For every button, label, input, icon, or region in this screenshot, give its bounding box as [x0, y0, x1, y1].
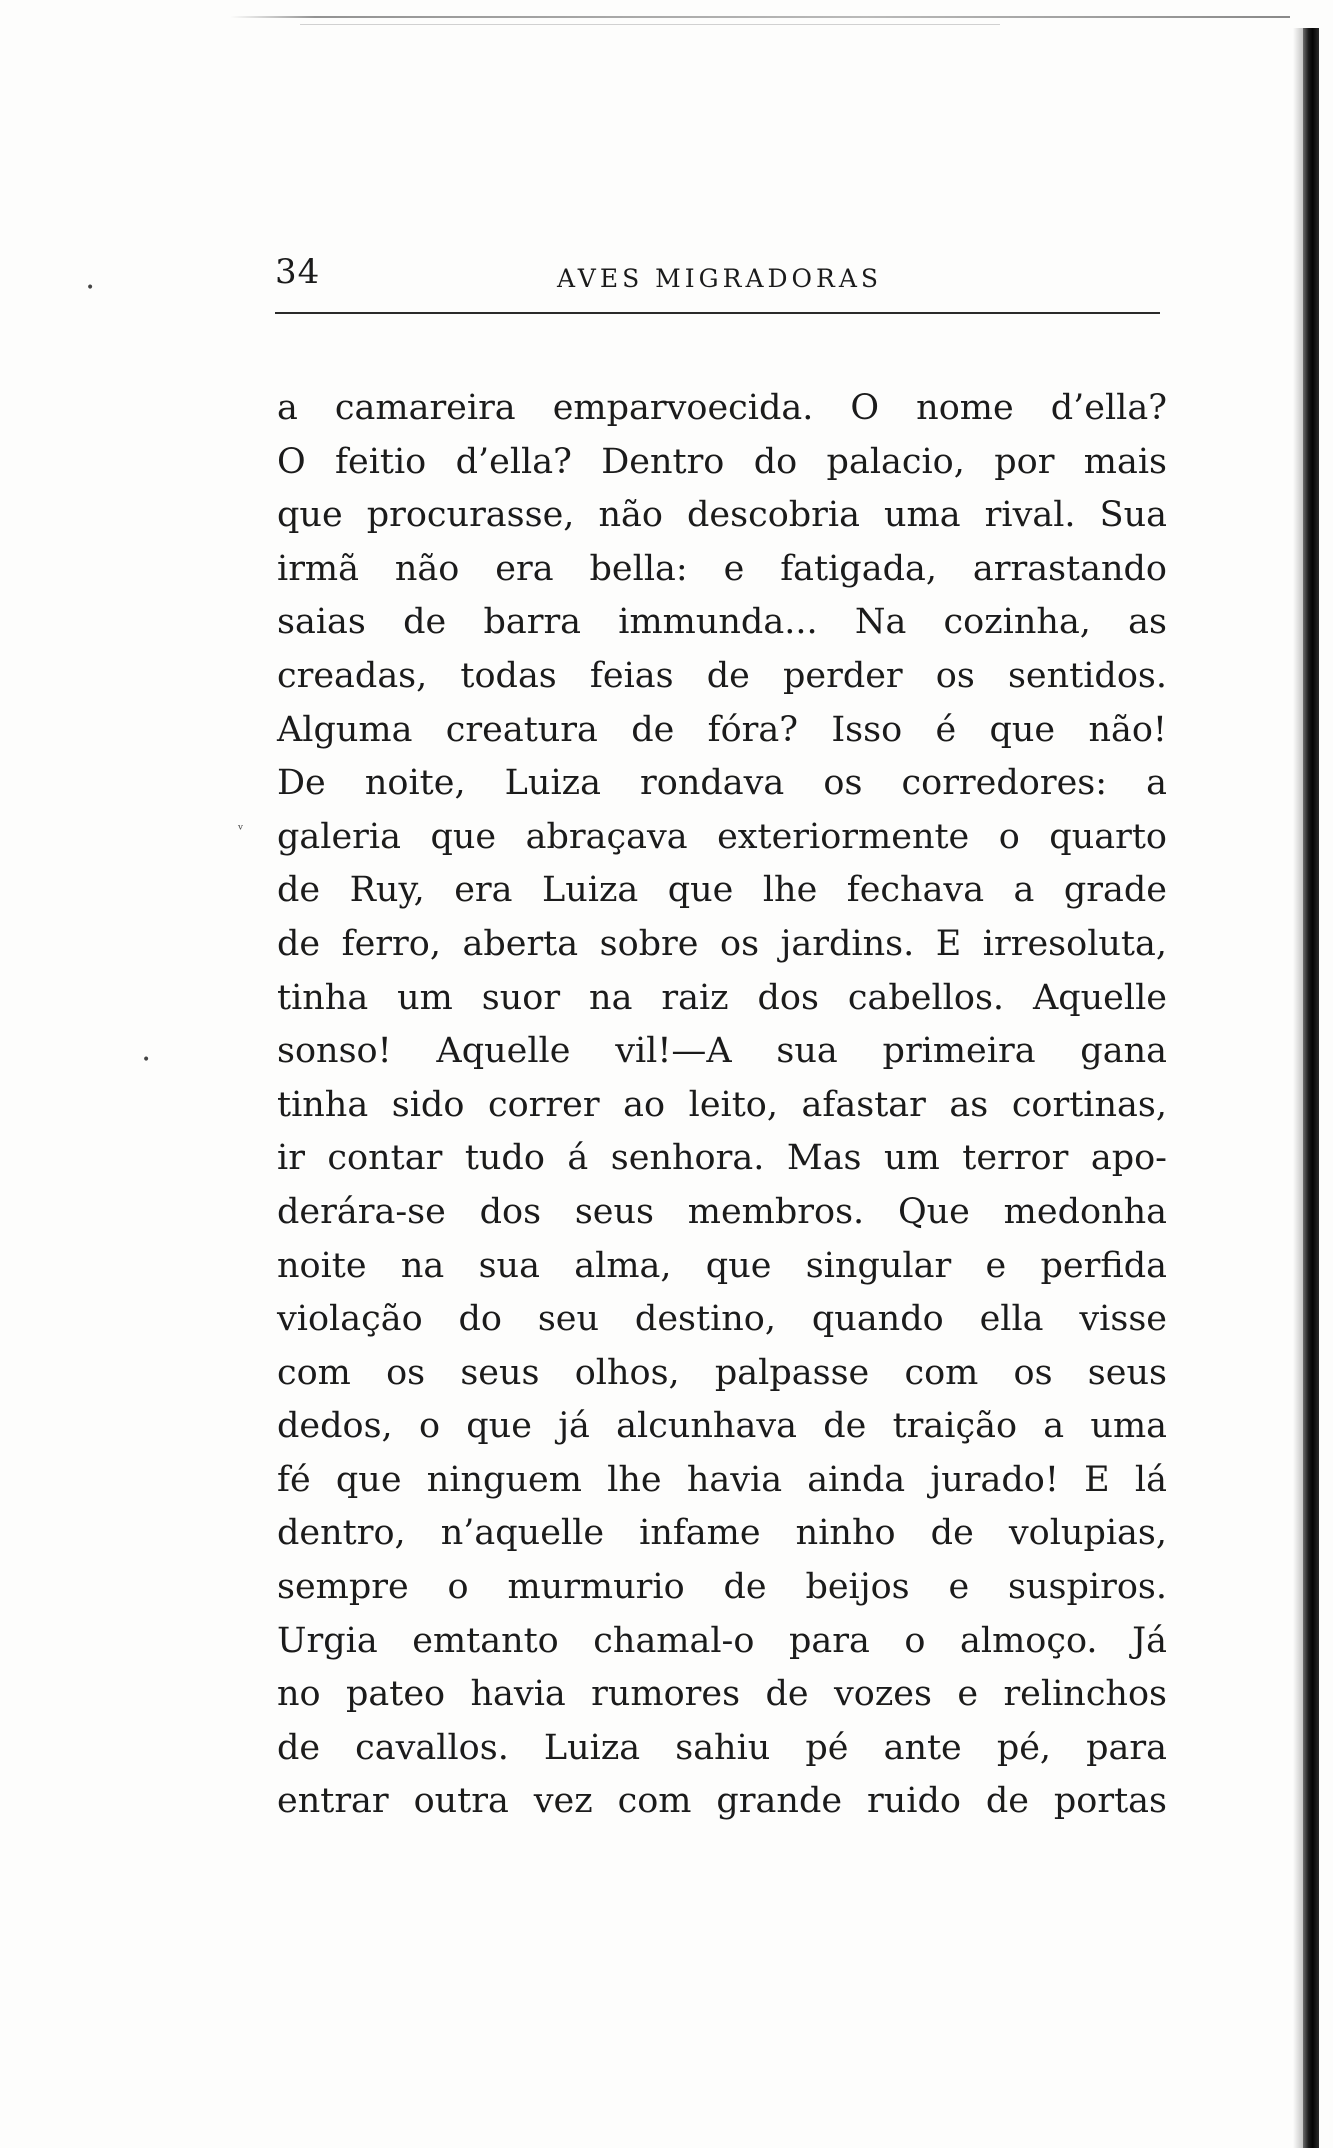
text-line: saias de barra immunda... Na cozinha, as [277, 602, 1167, 643]
speck: • [86, 280, 95, 296]
binding-shadow [1293, 28, 1303, 2148]
body-text [277, 382, 1167, 1829]
text-line: dentro, n’aquelle infame ninho de volupias, [277, 1513, 1167, 1554]
text-line: entrar outra vez com grande ruido de portas [277, 1781, 1167, 1822]
text-line: tinha sido correr ao leito, afastar as cortinas, [277, 1084, 1167, 1125]
text-line: irmã não era bella: e fatigada, arrastando [277, 548, 1167, 589]
text-line: noite na sua alma, que singular e perfida [277, 1245, 1167, 1286]
page-top-edge [230, 16, 1290, 18]
text-line: a camareira emparvoecida. O nome d’ella? [277, 388, 1167, 428]
text-line: de ferro, aberta sobre os jardins. E irresoluta, [277, 923, 1167, 964]
text-line: De noite, Luiza rondava os corredores: a [277, 763, 1167, 804]
speck: ᵛ [238, 822, 244, 838]
text-line: que procurasse, não descobria uma rival. Sua [277, 495, 1167, 536]
page-number: 34 [275, 252, 321, 292]
text-line: sonso! Aquelle vil!—A sua primeira gana [277, 1031, 1167, 1072]
text-line: creadas, todas feias de perder os sentidos. [277, 655, 1167, 696]
text-line: tinha um suor na raiz dos cabellos. Aquelle [277, 977, 1167, 1018]
text-line: violação do seu destino, quando ella visse [277, 1299, 1167, 1340]
page-header [275, 252, 1160, 304]
text-line: no pateo havia rumores de vozes e relinchos [277, 1674, 1167, 1715]
speck: • [142, 1052, 151, 1068]
book-binding [1303, 28, 1319, 2148]
text-line: de Ruy, era Luiza que lhe fechava a grade [277, 870, 1167, 911]
text-line: O feitio d’ella? Dentro do palacio, por mais [277, 441, 1167, 482]
text-line: de cavallos. Luiza sahiu pé ante pé, para [277, 1727, 1167, 1768]
text-line: Alguma creatura de fóra? Isso é que não! [277, 709, 1167, 750]
running-title: AVES MIGRADORAS [557, 264, 883, 293]
page-top-edge-faint [300, 24, 1000, 25]
text-line: sempre o murmurio de beijos e suspiros. [277, 1567, 1167, 1608]
text-line: Urgia emtanto chamal-o para o almoço. Já [277, 1620, 1167, 1661]
text-line: dedos, o que já alcunhava de traição a uma [277, 1406, 1167, 1447]
text-line: ir contar tudo á senhora. Mas um terror apo- [277, 1138, 1167, 1179]
text-line: com os seus olhos, palpasse com os seus [277, 1352, 1167, 1393]
text-line: galeria que abraçava exteriormente o quarto [277, 816, 1167, 857]
text-line: fé que ninguem lhe havia ainda jurado! E lá [277, 1459, 1167, 1500]
text-line: derára-se dos seus membros. Que medonha [277, 1191, 1167, 1232]
header-rule [275, 312, 1160, 314]
